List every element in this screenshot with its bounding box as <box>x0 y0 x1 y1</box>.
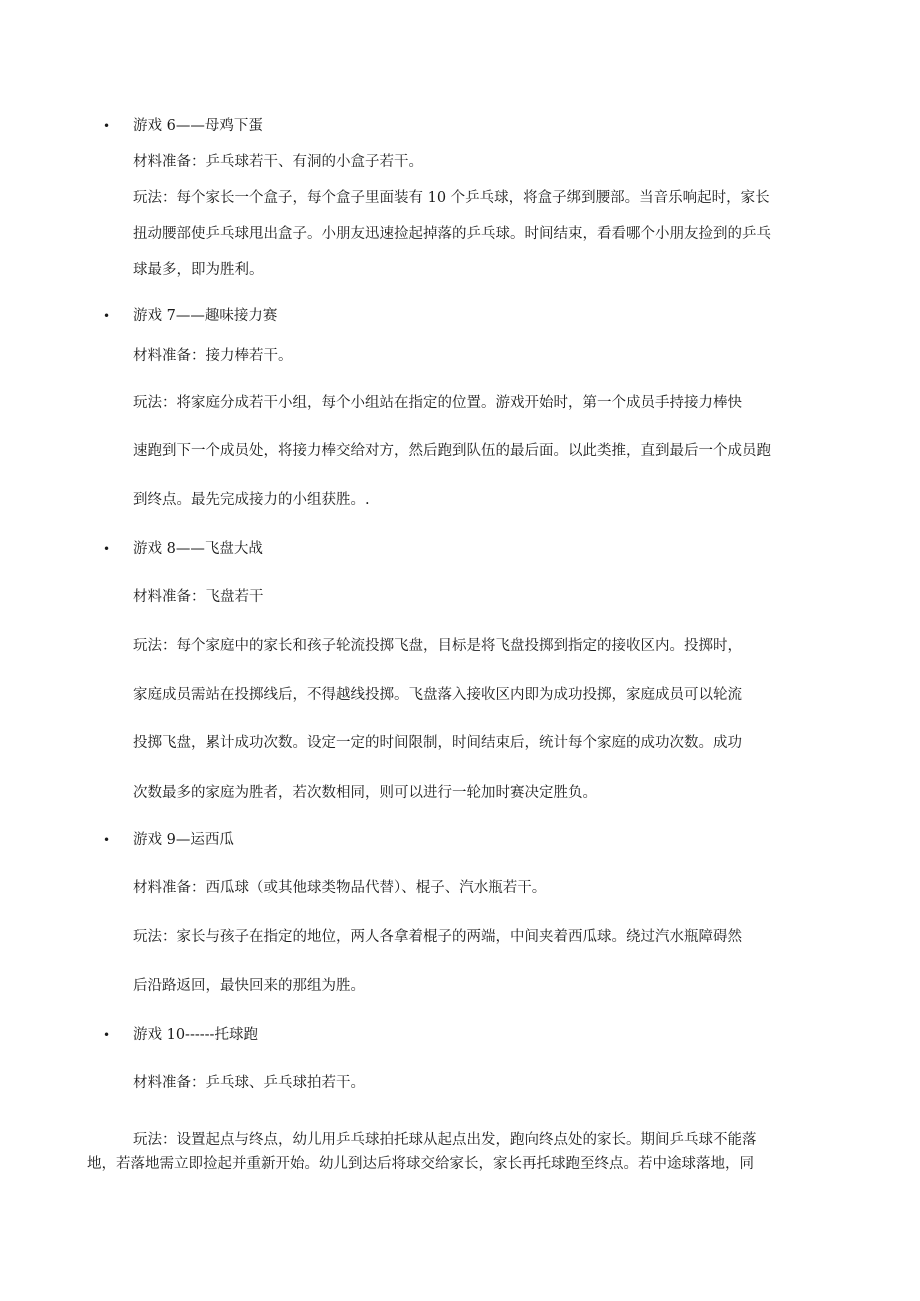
game-10-play-line-1: 玩法：设置起点与终点，幼儿用乒乓球拍托球从起点出发，跑向终点处的家长。期间乒乓球不能落 <box>133 1132 757 1148</box>
bullet-game-6: • <box>103 119 111 133</box>
game-6-play-line-3: 球最多，即为胜利。 <box>133 262 264 278</box>
bullet-game-10: • <box>103 1028 111 1042</box>
game-7-play-line-2: 速跑到下一个成员处，将接力棒交给对方，然后跑到队伍的最后面。以此类推，直到最后一个成员跑 <box>133 443 771 459</box>
bullet-game-7: • <box>103 309 111 323</box>
game-6-materials: 材料准备：乒乓球若干、有洞的小盒子若干。 <box>133 154 423 170</box>
game-9-materials: 材料准备：西瓜球（或其他球类物品代替）、棍子、汽水瓶若干。 <box>133 880 547 896</box>
game-8-title: 游戏 8——飞盘大战 <box>133 541 263 557</box>
game-10-title: 游戏 10------托球跑 <box>133 1027 258 1043</box>
bullet-game-9: • <box>103 833 111 847</box>
bullet-game-8: • <box>103 542 111 556</box>
game-8-materials: 材料准备：飞盘若干 <box>133 589 264 605</box>
game-6-title: 游戏 6——母鸡下蛋 <box>133 118 263 134</box>
game-10-materials: 材料准备：乒乓球、乒乓球拍若干。 <box>133 1075 365 1091</box>
game-7-title: 游戏 7——趣味接力赛 <box>133 308 278 324</box>
game-8-play-line-3: 投掷飞盘，累计成功次数。设定一定的时间限制，时间结束后，统计每个家庭的成功次数。成功 <box>133 735 742 751</box>
game-10-play-line-2: 地，若落地需立即捡起并重新开始。幼儿到达后将球交给家长，家长再托球跑至终点。若中途球落地，同 <box>87 1156 754 1172</box>
game-9-title: 游戏 9—运西瓜 <box>133 832 234 848</box>
game-6-play-line-1: 玩法：每个家长一个盒子，每个盒子里面装有 10 个乒乓球，将盒子绑到腰部。当音乐响起时，家长 <box>133 190 770 206</box>
game-6-play-line-2: 扭动腰部使乒乓球甩出盒子。小朋友迅速捡起掉落的乒乓球。时间结束，看看哪个小朋友捡到的乒乓 <box>133 226 771 242</box>
game-8-play-line-2: 家庭成员需站在投掷线后，不得越线投掷。飞盘落入接收区内即为成功投掷，家庭成员可以轮流 <box>133 687 742 703</box>
game-8-play-line-1: 玩法：每个家庭中的家长和孩子轮流投掷飞盘，目标是将飞盘投掷到指定的接收区内。投掷时， <box>133 638 742 654</box>
game-7-play-line-3: 到终点。最先完成接力的小组获胜。. <box>133 492 370 508</box>
game-9-play-line-2: 后沿路返回，最快回来的那组为胜。 <box>133 978 365 994</box>
game-7-materials: 材料准备：接力棒若干。 <box>133 348 293 364</box>
game-8-play-line-4: 次数最多的家庭为胜者，若次数相同，则可以进行一轮加时赛决定胜负。 <box>133 785 597 801</box>
game-9-play-line-1: 玩法：家长与孩子在指定的地位，两人各拿着棍子的两端，中间夹着西瓜球。绕过汽水瓶障碍然 <box>133 929 742 945</box>
game-7-play-line-1: 玩法：将家庭分成若干小组，每个小组站在指定的位置。游戏开始时，第一个成员手持接力棒快 <box>133 395 742 411</box>
